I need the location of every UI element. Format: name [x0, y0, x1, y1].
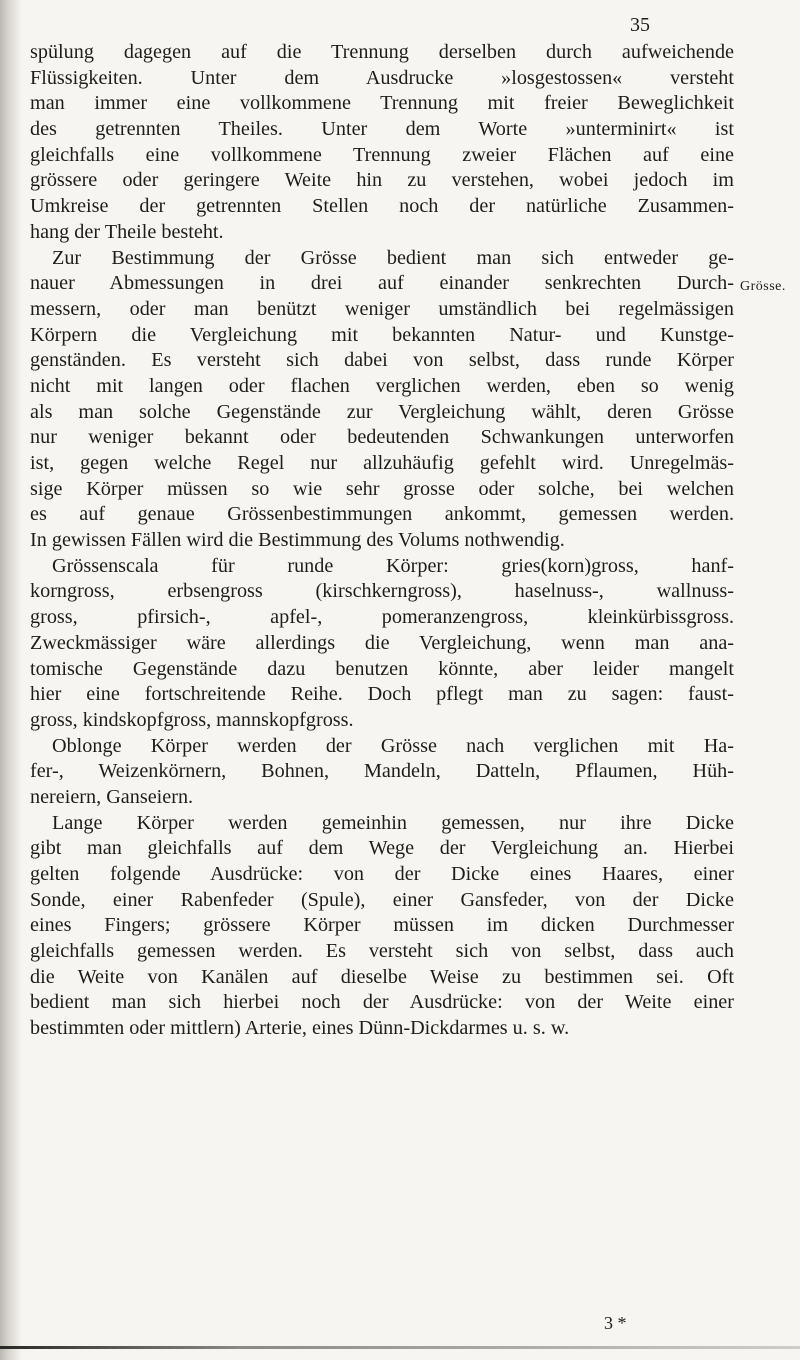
text-line: Sonde, einer Rabenfeder (Spule), einer Gansfeder, von der Dicke	[30, 888, 734, 911]
text-line: gelten folgende Ausdrücke: von der Dicke eines Haares, einer	[30, 863, 734, 885]
text-line: grössere oder geringere Weite hin zu verstehen, wobei jedoch im	[30, 169, 734, 192]
text-line: nereiern, Ganseiern.	[30, 785, 194, 808]
text-line: messern, oder man benützt weniger umständlich bei regelmässigen	[30, 297, 734, 320]
text-line: gross, pfirsich-, apfel-, pomeranzengross, kleinkürbissgross.	[30, 606, 734, 629]
text-line: fer-, Weizenkörnern, Bohnen, Mandeln, Datteln, Pflaumen, Hüh-	[30, 760, 734, 783]
bottom-edge-shadow	[0, 1346, 800, 1349]
page-number: 35	[630, 14, 650, 36]
text-line: bedient man sich hierbei noch der Ausdrücke: von der Weite einer	[30, 991, 734, 1014]
text-line: hier eine fortschreitende Reihe. Doch pflegt man zu sagen: faust-	[30, 683, 734, 706]
text-line: gibt man gleichfalls auf dem Wege der Vergleichung an. Hierbei	[30, 837, 734, 860]
text-line: genständen. Es versteht sich dabei von selbst, dass runde Körper	[30, 349, 734, 372]
text-line: In gewissen Fällen wird die Bestimmung des Volums nothwendig.	[30, 529, 565, 552]
text-line: nicht mit langen oder flachen verglichen werden, eben so wenig	[30, 374, 734, 397]
text-line: sige Körper müssen so wie sehr grosse oder solche, bei welchen	[30, 477, 734, 500]
text-line: als man solche Gegenstände zur Vergleichung wählt, deren Grösse	[30, 400, 734, 423]
text-line: Zur Bestimmung der Grösse bedient man sich entweder ge-	[52, 246, 734, 269]
margin-note: Grösse.	[740, 279, 786, 294]
text-line: Lange Körper werden gemeinhin gemessen, nur ihre Dicke	[52, 811, 734, 834]
text-line: ist, gegen welche Regel nur allzuhäufig gefehlt wird. Unregelmäs-	[30, 452, 734, 474]
text-line: hang der Theile besteht.	[30, 220, 224, 243]
text-line: eines Fingers; grössere Körper müssen im dicken Durchmesser	[30, 914, 734, 937]
text-line: spülung dagegen auf die Trennung derselben durch aufweichende	[30, 41, 734, 63]
body-text	[30, 40, 734, 1042]
text-line: bestimmten oder mittlern) Arterie, eines Dünn-Dickdarmes u. s. w.	[30, 1017, 570, 1040]
text-line: tomische Gegenstände dazu benutzen könnte, aber leider mangelt	[30, 657, 734, 680]
text-line: gleichfalls gemessen werden. Es versteht sich von selbst, dass auch	[30, 940, 734, 963]
text-line: Körpern die Vergleichung mit bekannten Natur- und Kunstge-	[30, 323, 734, 346]
signature-mark: 3 *	[604, 1313, 627, 1333]
text-line: es auf genaue Grössenbestimmungen ankommt, gemessen werden.	[30, 503, 734, 526]
text-line: gleichfalls eine vollkommene Trennung zweier Flächen auf eine	[30, 143, 734, 166]
text-line: nur weniger bekannt oder bedeutenden Schwankungen unterworfen	[30, 426, 734, 449]
text-line: Umkreise der getrennten Stellen noch der natürliche Zusammen-	[30, 195, 734, 218]
text-line: die Weite von Kanälen auf dieselbe Weise zu bestimmen sei. Oft	[30, 965, 734, 988]
text-line: Zweckmässiger wäre allerdings die Vergleichung, wenn man ana-	[30, 631, 734, 654]
text-line: man immer eine vollkommene Trennung mit freier Beweglichkeit	[30, 92, 734, 115]
text-line: gross, kindskopfgross, mannskopfgross.	[30, 708, 354, 731]
text-line: Oblonge Körper werden der Grösse nach verglichen mit Ha-	[52, 734, 734, 757]
text-line: nauer Abmessungen in drei auf einander senkrechten Durch-	[30, 272, 734, 295]
text-line: Grössenscala für runde Körper: gries(korn)gross, hanf-	[52, 554, 734, 577]
text-line: Flüssigkeiten. Unter dem Ausdrucke »losgestossen« versteht	[30, 66, 734, 89]
binding-shadow	[0, 0, 22, 1360]
text-line: des getrennten Theiles. Unter dem Worte »unterminirt« ist	[30, 118, 734, 141]
text-line: korngross, erbsengross (kirschkerngross), haselnuss-, wallnuss-	[30, 580, 734, 603]
